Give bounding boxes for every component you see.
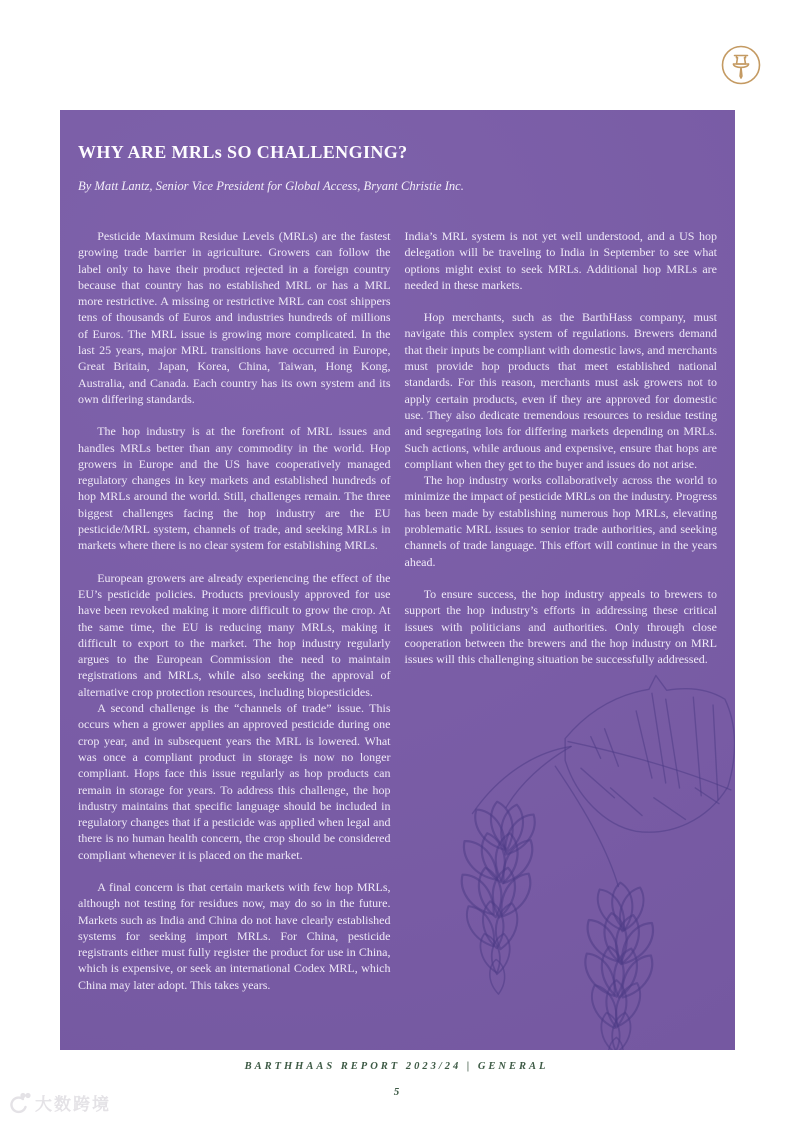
watermark: [7, 1090, 111, 1115]
left-column: [78, 228, 391, 993]
body-paragraph: Pesticide Maximum Residue Levels (MRLs) are the fastest growing trade barrier in agriculture. Growers can follow the label only to have their product rejected in a foreign country because that country has no established MRL or has a MRL more restrictive. A missing or restrictive MRL can cost shippers tens of thousands of Euros and industries hundreds of millions of Euros. The MRL issue is growing more complicated. In the last 25 years, major MRL transitions have occurred in Europe, Great Britain, Japan, Korea, China, Taiwan, Hong Kong, Australia, and Canada. Each country has its own system and its own differing standards.: [78, 229, 391, 406]
body-paragraph: A final concern is that certain markets with few hop MRLs, although not testing for residues now, may do so in the future. Markets such as India and China do not have clearly established systems for seeking import MRLs. For China, pesticide registrants either must fully register the product for use in China, which is expensive, or seek an international Codex MRL, which China may later adopt. This takes years.: [78, 879, 391, 992]
body-paragraph: To ensure success, the hop industry appeals to brewers to support the hop industry’s efforts in addressing these critical issues with politicians and authorities. Only through close cooperation between the brewers and the hop industry on MRL issues will this challenging situation be successfully addressed.: [404, 586, 717, 667]
page-title: WHY ARE MRLs SO CHALLENGING?: [78, 142, 408, 162]
watermark-logo-icon: [7, 1091, 31, 1115]
article-columns: [78, 228, 717, 993]
body-paragraph: Hop merchants, such as the BarthHass company, must navigate this complex system of regulations. Brewers demand that their inputs be compliant with domestic laws, and merchants must provide hop products that meet established national standards. For this reason, merchants must ask growers not to apply certain products, even if they are approved for domestic use. They also dedicate tremendous resources to residue testing and segregating lots for differing markets depending on MRLs. Such actions, while arduous and expensive, ensure that hops are compliant when they get to the buyer and issues do not arise.: [404, 310, 717, 471]
right-column: [405, 228, 718, 993]
article-byline: By Matt Lantz, Senior Vice President for Global Access, Bryant Christie Inc.: [78, 179, 464, 193]
body-paragraph: A second challenge is the “channels of trade” issue. This occurs when a grower applies an approved pesticide during one crop year, and in subsequent years the MRL is lowered. What was once a compliant product in storage is now no longer compliant. Hops face this issue regularly as hop products can remain in storage for years. To address this challenge, the hop industry maintains that specific language should be included in regulatory changes that if a pesticide was applied when legal and there is no human health concern, the crop should be considered compliant whenever it is placed on the market.: [78, 701, 391, 862]
body-paragraph: The hop industry works collaboratively across the world to minimize the impact of pesticide MRLs on the industry. Progress has been made by establishing numerous hop MRLs, elevating problematic MRL issues to senior trade authorities, and seeking channels of trade language. This effort will continue in the years ahead.: [404, 473, 718, 569]
article-panel: [60, 110, 735, 1050]
push-pin-icon: [720, 44, 762, 86]
body-paragraph: India’s MRL system is not yet well understood, and a US hop delegation will be traveling to India in September to see what options might exist to seek MRLs. Additional hop MRLs are needed in these markets.: [404, 229, 717, 292]
footer-report-label: BARTHHAAS REPORT 2023/24 | GENERAL: [244, 1061, 549, 1072]
body-paragraph: European growers are already experiencing the effect of the EU’s pesticide policies. Products previously approved for use have been revoked making it more difficult to grow the crop. At the same time, the EU is reducing many MRLs, making it difficult to export to the market. The hop industry regularly argues to the European Commission the need to maintain registrations and MRLs, while also seeking the approval of alternative crop protection resources, including biopesticides.: [78, 570, 391, 699]
page-number: 5: [393, 1086, 400, 1098]
body-paragraph: The hop industry is at the forefront of MRL issues and handles MRLs better than any commodity in the world. Hop growers in Europe and the US have cooperatively managed regulatory changes in key markets and established hundreds of hop MRLs around the world. Still, challenges remain. The three biggest challenges facing the hop industry are the EU pesticide/MRL system, channels of trade, and seeking MRLs in markets where there is no clear system for establishing MRLs.: [78, 424, 391, 553]
watermark-text: 大数跨境: [35, 1095, 111, 1114]
